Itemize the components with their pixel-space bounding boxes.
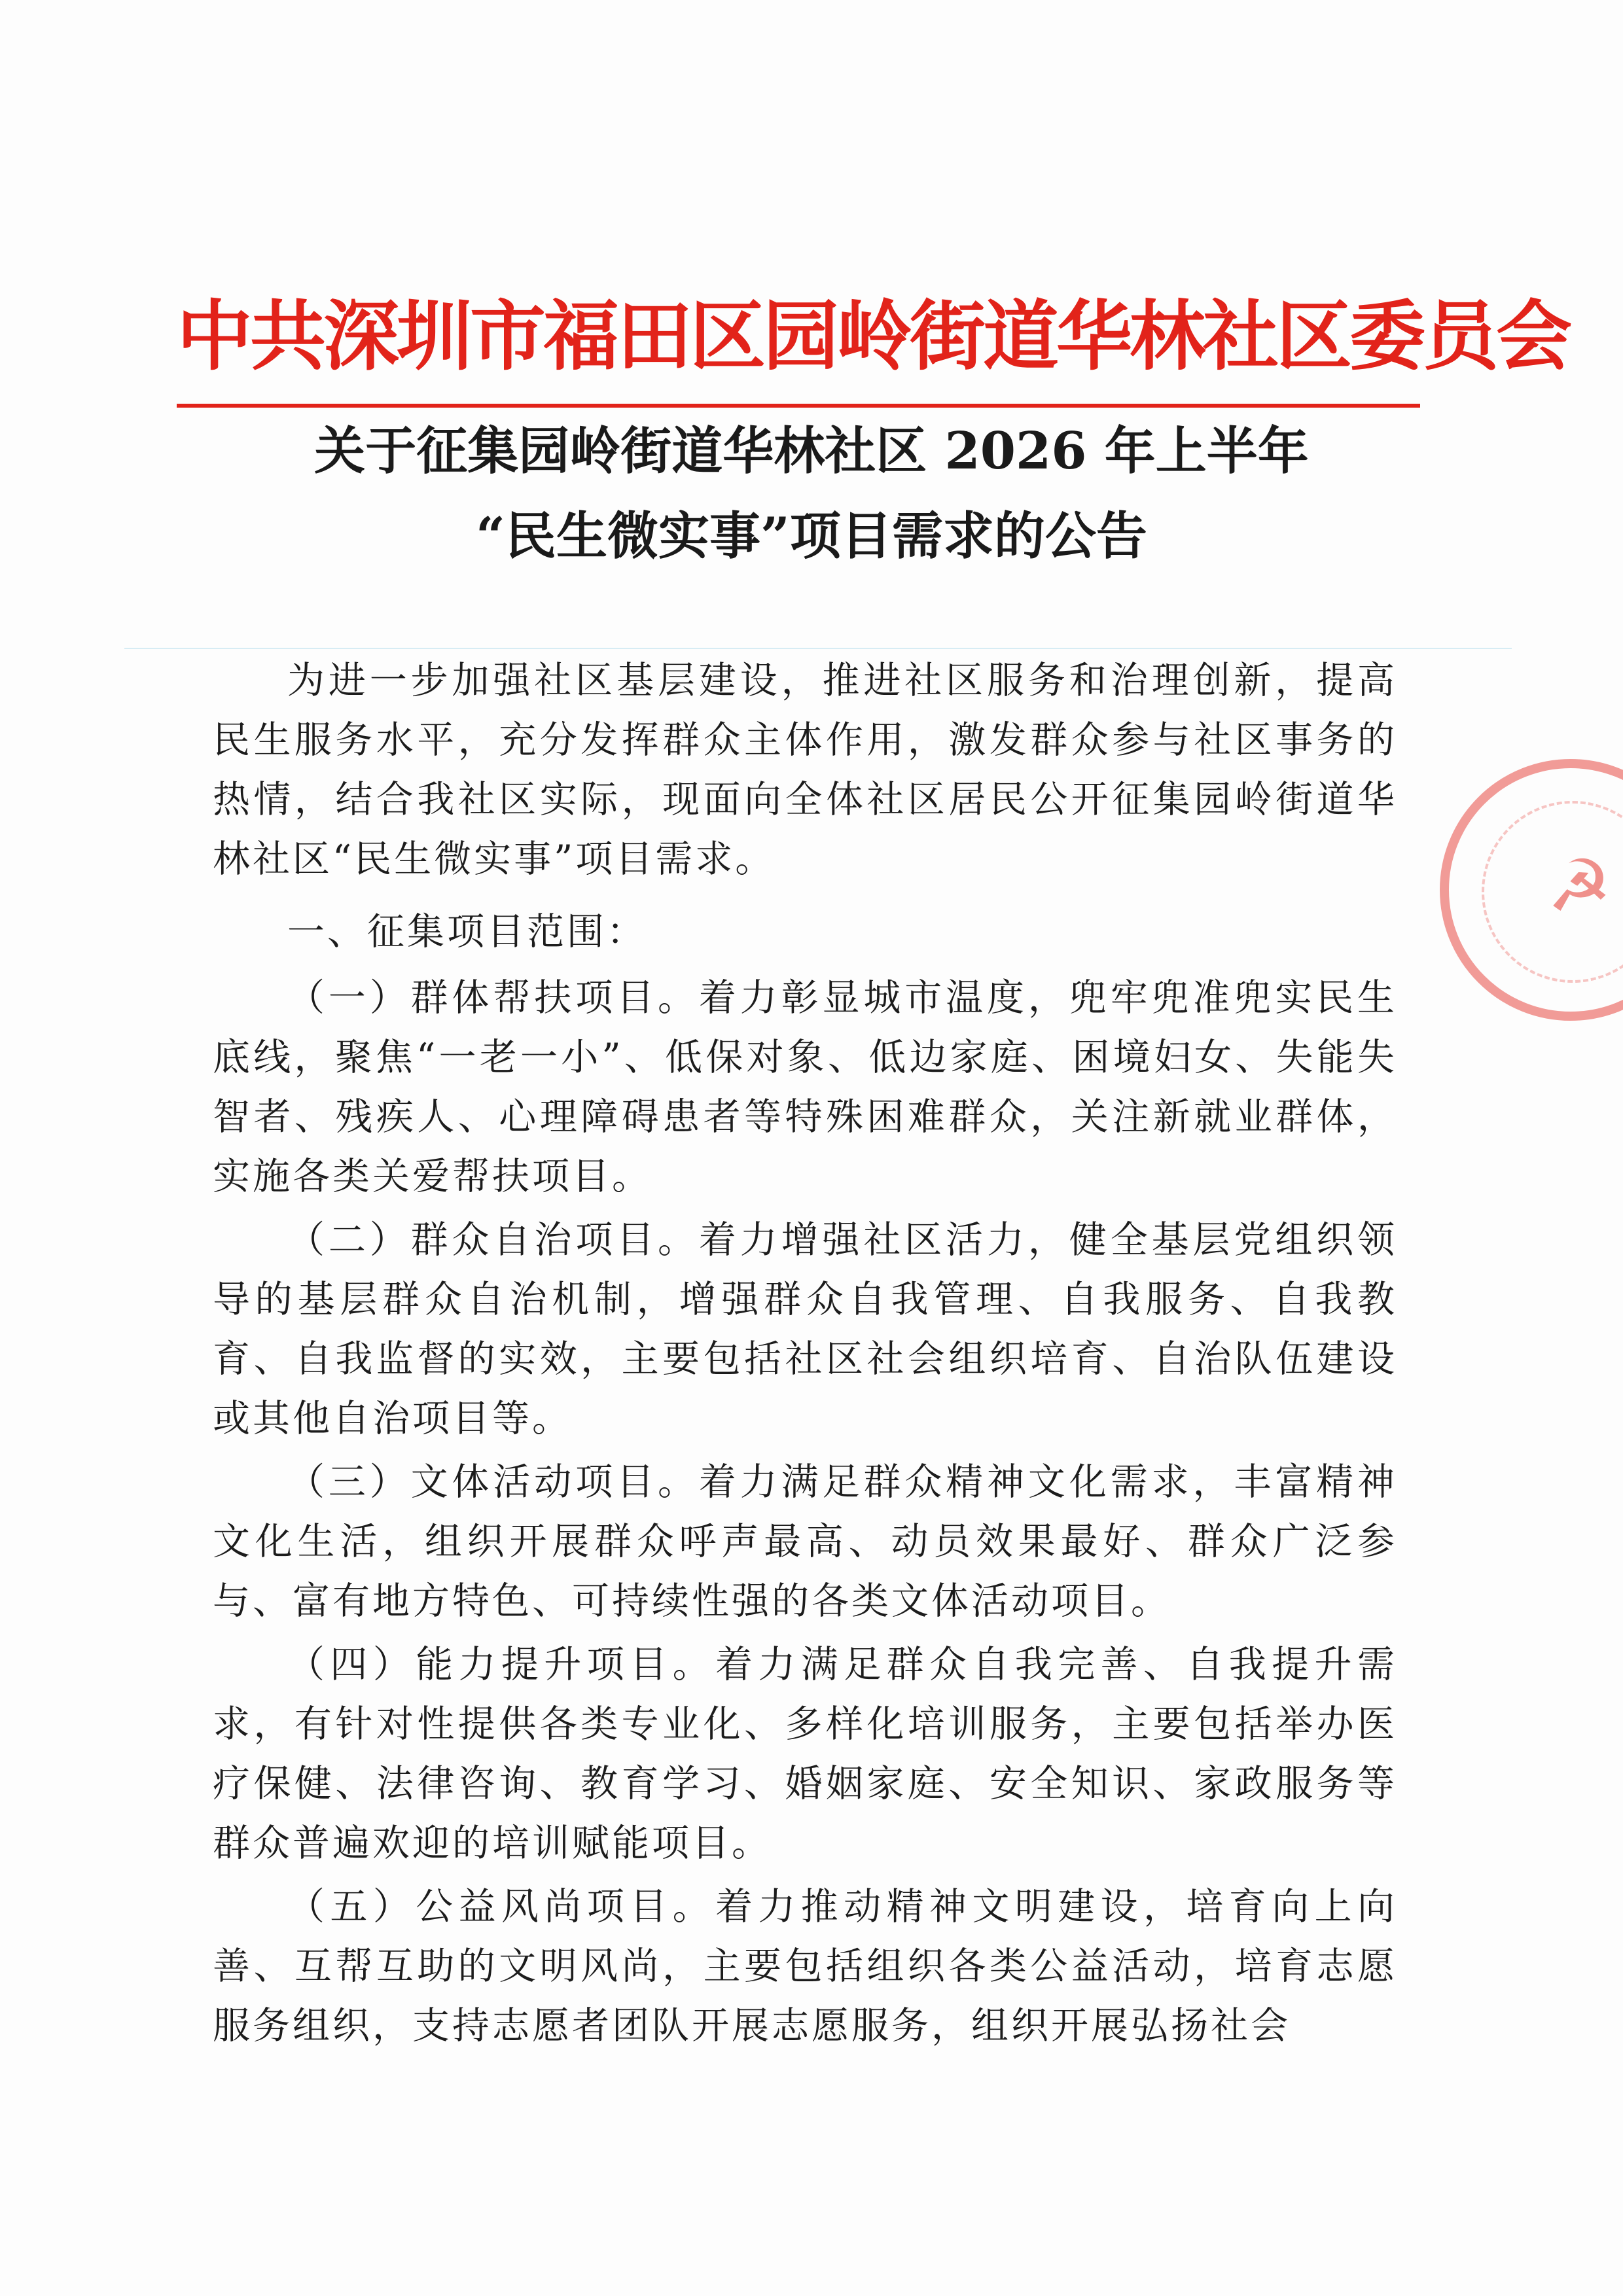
project-item-group-support: （一）群体帮扶项目。着力彰显城市温度，兜牢兜准兜实民生底线，聚焦“一老一小”、低保对象、低边家庭、困境妇女、失能失智者、残疾人、心理障碍患者等特殊困难群众，关注新就业群体，实施各类关爱帮扶项目。 [213, 976, 1397, 1198]
issuing-organization-header: 中共深圳市福田区园岭街道华林社区委员会 [177, 292, 1569, 381]
header-red-rule [177, 404, 1420, 408]
intro-paragraph: 为进一步加强社区基层建设，推进社区服务和治理创新，提高民生服务水平，充分发挥群众主体作用，激发群众参与社区事务的热情，结合我社区实际，现面向全体社区居民公开征集园岭街道华林社区“民生微实事”项目需求。 [213, 659, 1397, 881]
seal-emblem-icon: ☭ [1547, 844, 1612, 928]
project-item-capability: （四）能力提升项目。着力满足群众自我完善、自我提升需求，有针对性提供各类专业化、多样化培训服务，主要包括举办医疗保健、法律咨询、教育学习、婚姻家庭、安全知识、家政服务等群众普遍欢迎的培训赋能项目。 [213, 1643, 1397, 1865]
project-item-self-governance: （二）群众自治项目。着力增强社区活力，健全基层党组织领导的基层群众自治机制，增强群众自我管理、自我服务、自我教育、自我监督的实效，主要包括社区社会组织培育、自治队伍建设或其他自治项目等。 [213, 1218, 1397, 1440]
document-title-line-1: 关于征集园岭街道华林社区 2026 年上半年 [314, 421, 1309, 481]
official-seal-stamp [1440, 759, 1623, 1021]
scan-line [124, 648, 1512, 649]
document-body [213, 651, 1397, 2056]
document-title-line-2: “民生微实事”项目需求的公告 [476, 506, 1147, 566]
project-item-culture-sports: （三）文体活动项目。着力满足群众精神文化需求，丰富精神文化生活，组织开展群众呼声最高、动员效果最好、群众广泛参与、富有地方特色、可持续性强的各类文体活动项目。 [213, 1460, 1397, 1623]
section-heading-scope: 一、征集项目范围： [287, 910, 647, 953]
project-item-public-welfare: （五）公益风尚项目。着力推动精神文明建设，培育向上向善、互帮互助的文明风尚，主要包括组织各类公益活动，培育志愿服务组织，支持志愿者团队开展志愿服务，组织开展弘扬社会 [213, 1885, 1397, 2047]
